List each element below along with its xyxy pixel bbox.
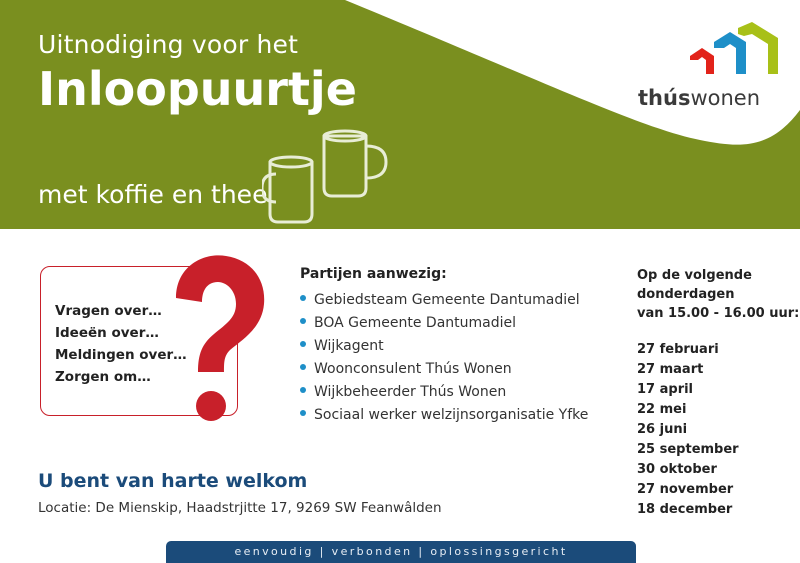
questions-list <box>55 300 187 388</box>
party-item <box>300 312 588 335</box>
bullet-icon <box>300 364 306 370</box>
date-item: 22 mei <box>637 402 687 417</box>
logo-wordmark <box>638 86 760 110</box>
date-item: 27 maart <box>637 362 704 377</box>
page-title: Inloopuurtje <box>38 62 357 116</box>
bullet-icon <box>300 387 306 393</box>
parties-title: Partijen aanwezig: <box>300 266 447 282</box>
party-label: Sociaal werker welzijnsorganisatie Yfke <box>314 407 589 423</box>
date-item: 26 juni <box>637 422 688 437</box>
party-label: Woonconsulent Thús Wonen <box>314 361 512 377</box>
question-item: Vragen over… <box>55 303 162 319</box>
question-item: Zorgen om… <box>55 369 151 385</box>
logo-brand-light: wonen <box>690 86 761 110</box>
date-item: 18 december <box>637 502 733 517</box>
bullet-icon <box>300 341 306 347</box>
question-item: Ideeën over… <box>55 325 159 341</box>
date-item: 27 november <box>637 482 734 497</box>
schedule-heading <box>637 266 799 323</box>
party-item <box>300 404 588 427</box>
schedule-heading-line: Op de volgende <box>637 268 752 283</box>
logo-brand-bold: thús <box>638 86 691 110</box>
date-item: 17 april <box>637 382 694 397</box>
date-item: 25 september <box>637 442 739 457</box>
welcome-heading: U bent van harte welkom <box>38 470 308 492</box>
party-label: Wijkagent <box>314 338 384 354</box>
thus-wonen-logo-mark <box>686 22 782 84</box>
party-item <box>300 289 588 312</box>
pre-title: Uitnodiging voor het <box>38 30 299 59</box>
bullet-icon <box>300 318 306 324</box>
party-label: Gebiedsteam Gemeente Dantumadiel <box>314 292 580 308</box>
bullet-icon <box>300 295 306 301</box>
bullet-icon <box>300 410 306 416</box>
question-item: Meldingen over… <box>55 347 187 363</box>
footer-tagline: eenvoudig | verbonden | oplossingsgericht <box>166 541 636 563</box>
date-item: 27 februari <box>637 342 719 357</box>
parties-list <box>300 289 588 427</box>
party-label: BOA Gemeente Dantumadiel <box>314 315 517 331</box>
date-item: 30 oktober <box>637 462 717 477</box>
dates-list <box>637 340 739 520</box>
party-item <box>300 381 588 404</box>
schedule-heading-line: van 15.00 - 16.00 uur: <box>637 306 800 321</box>
party-item <box>300 358 588 381</box>
schedule-heading-line: donderdagen <box>637 287 735 302</box>
subtitle: met koffie en thee <box>38 180 268 209</box>
party-item <box>300 335 588 358</box>
coffee-cups-icon <box>262 122 392 224</box>
location-text: Locatie: De Mienskip, Haadstrjitte 17, 9269 SW Feanwâlden <box>38 500 442 516</box>
party-label: Wijkbeheerder Thús Wonen <box>314 384 507 400</box>
